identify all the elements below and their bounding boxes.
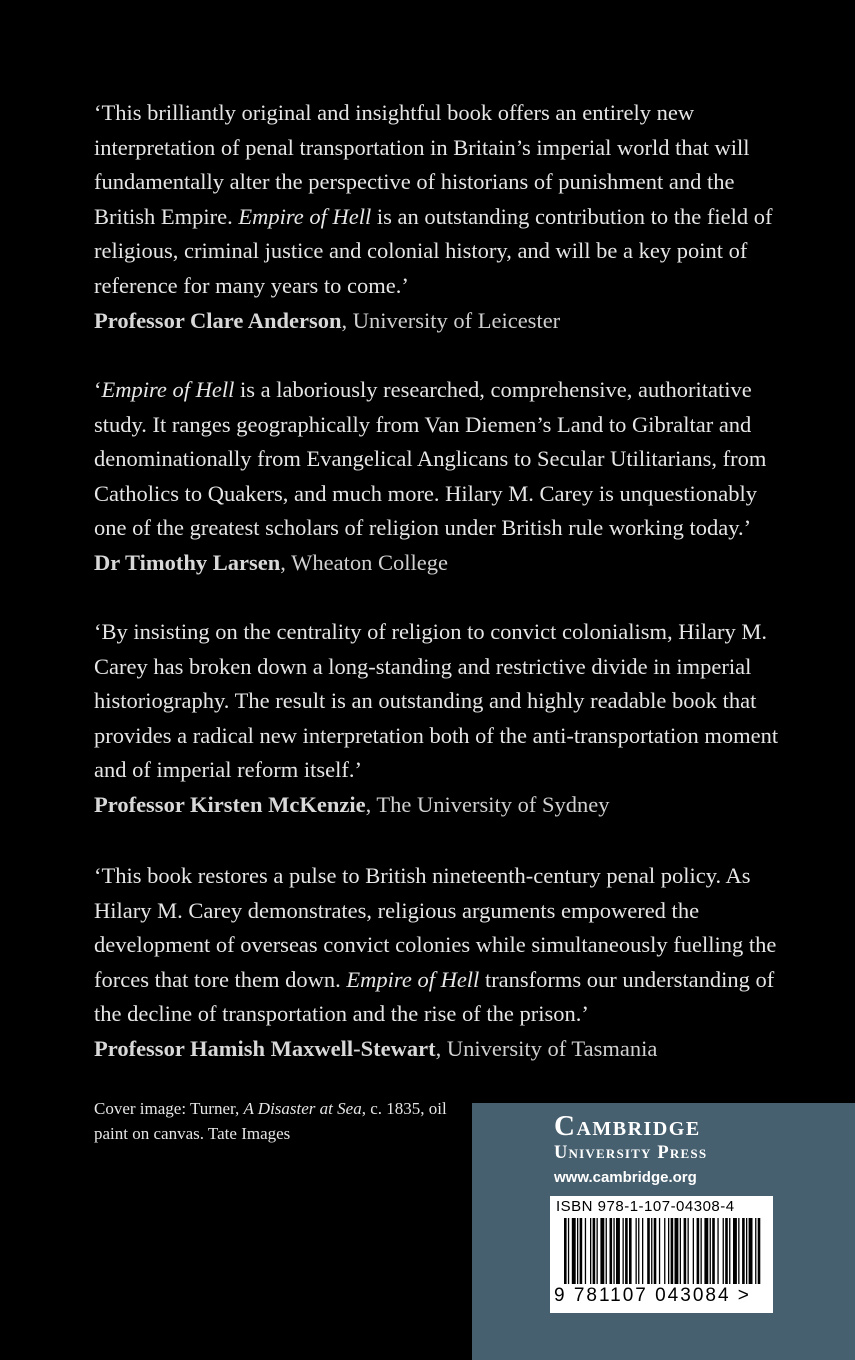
blurb-1 [94, 96, 794, 338]
barcode-bar [664, 1218, 665, 1284]
barcode-bar [758, 1218, 761, 1284]
barcode-bar [729, 1218, 730, 1284]
barcode-bar [733, 1218, 737, 1284]
barcode-bar [749, 1218, 753, 1284]
barcode-bar [590, 1218, 591, 1284]
barcode-bar [755, 1218, 756, 1284]
blurb-3 [94, 615, 794, 823]
barcode-bar [675, 1218, 679, 1284]
barcode-digits: 9 781107 043084 > [554, 1285, 751, 1306]
barcode-bar [671, 1218, 674, 1284]
barcode-bar [710, 1218, 711, 1284]
barcode-bar [688, 1218, 689, 1284]
publisher-subname: University Press [554, 1143, 708, 1163]
barcode-bar [623, 1218, 624, 1284]
barcode-bar [647, 1218, 650, 1284]
blurb-quote: ‘This book restores a pulse to British nineteenth-century penal policy. As Hilary M. Carey demonstrates, religious arguments empowered the development of overseas convict colonies while simultaneously fuelling the forces that tore them down. Empire of Hell transforms our understanding of the decline of transportation and the rise of the prison.’ [94, 863, 777, 1027]
barcode-bar [600, 1218, 604, 1284]
reviewer-affiliation: , The University of Sydney [365, 791, 610, 817]
publisher-logo [554, 1109, 784, 1163]
barcode-bar [642, 1218, 643, 1284]
reviewer-affiliation: , University of Tasmania [435, 1035, 658, 1061]
barcode-bar [701, 1218, 702, 1284]
barcode-bar [593, 1218, 596, 1284]
barcode-bar [572, 1218, 576, 1284]
publisher-panel [472, 1103, 855, 1360]
blurb-quote: ‘By insisting on the centrality of religion to convict colonialism, Hilary M. Carey has broken down a long-standing and restrictive divide in imperial historiography. The result is an outstanding and highly readable book that provides a radical new interpretation both of the anti-transportation moment and of imperial reform itself.’ [94, 619, 779, 783]
barcode-bar [580, 1218, 583, 1284]
barcode-bar [616, 1218, 620, 1284]
barcode-bar [725, 1218, 728, 1284]
barcode-bar [606, 1218, 607, 1284]
barcode-bar [668, 1218, 669, 1284]
blurb-attribution [94, 788, 794, 823]
barcode-bar [610, 1218, 613, 1284]
barcode-bar [597, 1218, 598, 1284]
reviewer-name: Professor Hamish Maxwell-Stewart [94, 1035, 436, 1061]
barcode-bar [746, 1218, 747, 1284]
blurb-2 [94, 373, 794, 581]
barcode-bar [712, 1218, 715, 1284]
barcode-bar [564, 1218, 567, 1284]
isbn-label: ISBN 978-1-107-04308-4 [556, 1198, 735, 1215]
reviewer-name: Professor Kirsten McKenzie [94, 791, 366, 817]
barcode-bar [697, 1218, 700, 1284]
barcode-bar [568, 1218, 569, 1284]
barcode-bar [629, 1218, 632, 1284]
blurb-quote: ‘This brilliantly original and insightful book offers an entirely new interpretation of penal transportation in Britain’s imperial world that will fundamentally alter the perspective of historians of punishment and the British Empire. Empire of Hell is an outstanding contribution to the field of religious, criminal justice and colonial history, and will be a key point of reference for many years to come.’ [94, 100, 773, 298]
blurb-attribution [94, 304, 794, 339]
barcode-bar [738, 1218, 739, 1284]
barcode-bar [704, 1218, 708, 1284]
publisher-name: Cambridge [554, 1110, 701, 1142]
barcode-bar [659, 1218, 660, 1284]
barcode-bar [638, 1218, 639, 1284]
barcode-bar [613, 1218, 614, 1284]
publisher-website[interactable]: www.cambridge.org [554, 1169, 697, 1186]
reviewer-name: Dr Timothy Larsen [94, 549, 281, 575]
blurb-attribution [94, 1032, 794, 1067]
blurb-quote: ‘Empire of Hell is a laboriously researched, comprehensive, authoritative study. It ranges geographically from Van Diemen’s Land to Gibraltar and denominationally from Evangelical Anglicans to Secular Utilitarians, from Catholics to Quakers, and much more. Hilary M. Carey is unquestionably one of the greatest scholars of religion under British rule working today.’ [94, 377, 767, 541]
barcode-bar [577, 1218, 578, 1284]
barcode-bar [636, 1218, 637, 1284]
reviewer-affiliation: , Wheaton College [280, 549, 448, 575]
barcode-bar [693, 1218, 694, 1284]
barcode-bar [585, 1218, 586, 1284]
isbn-barcode [550, 1196, 773, 1313]
reviewer-affiliation: , University of Leicester [341, 307, 561, 333]
barcode-bar [625, 1218, 628, 1284]
barcode-bar [742, 1218, 745, 1284]
barcode-bar [723, 1218, 724, 1284]
cover-image-credit: Cover image: Turner, A Disaster at Sea, c. 1835, oil paint on canvas. Tate Images [94, 1099, 447, 1143]
barcode-bars [550, 1218, 773, 1284]
barcode-bar [684, 1218, 687, 1284]
blurb-attribution [94, 546, 794, 581]
barcode-bar [680, 1218, 681, 1284]
blurb-4 [94, 859, 794, 1067]
barcode-bar [717, 1218, 718, 1284]
barcode-bar [654, 1218, 657, 1284]
barcode-bar [651, 1218, 652, 1284]
reviewer-name: Professor Clare Anderson [94, 307, 342, 333]
